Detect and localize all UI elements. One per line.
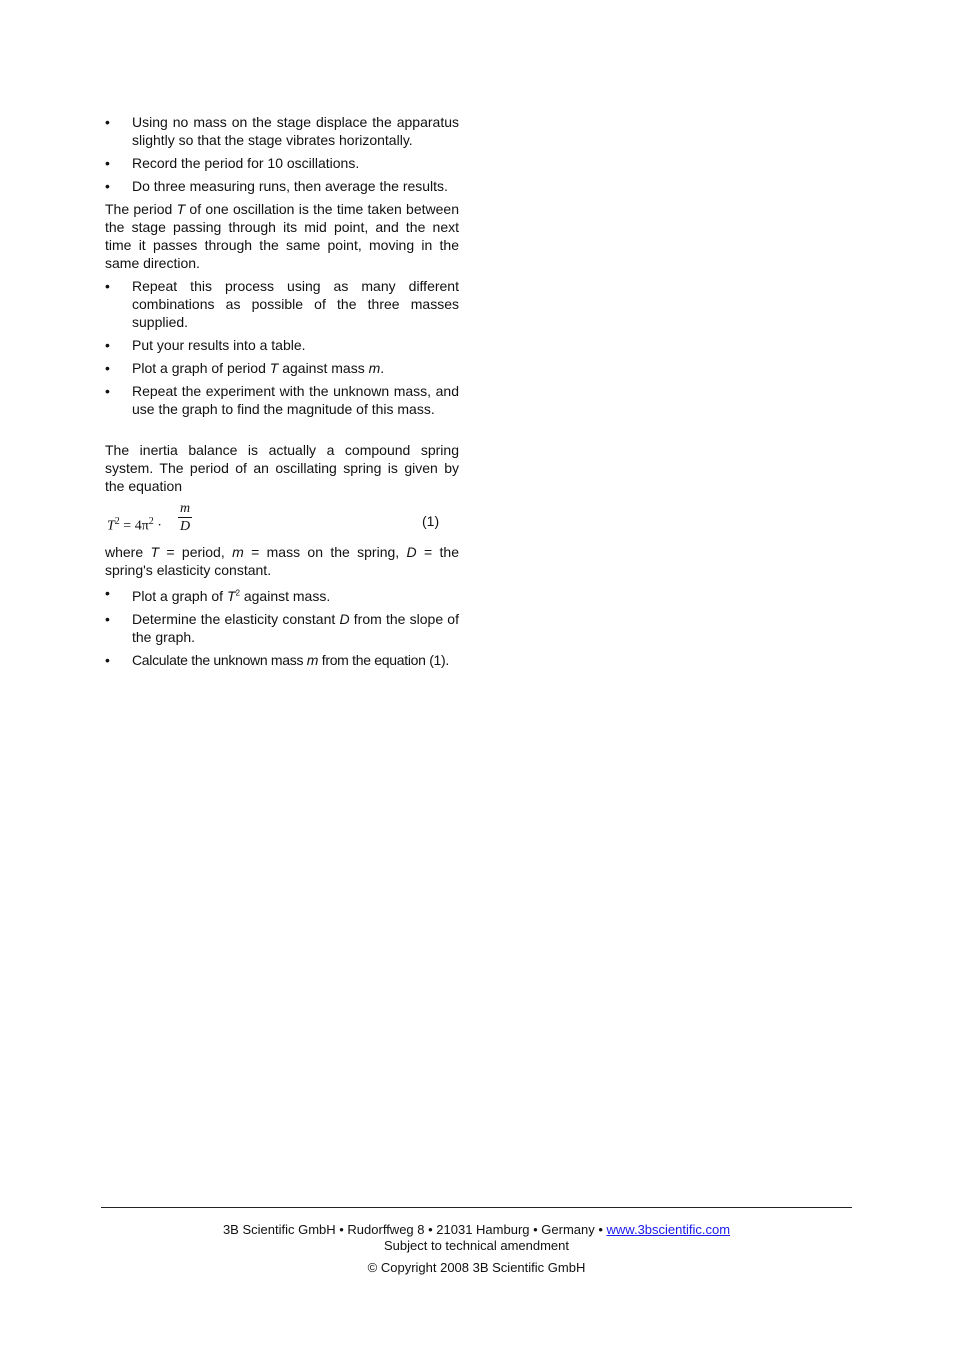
bullet-text: Plot a graph of period T against mass m.: [132, 360, 385, 376]
list-item: [105, 336, 459, 354]
list-item: [105, 277, 459, 331]
bullet-text: Determine the elasticity constant D from the slope of the graph.: [132, 610, 459, 645]
instructions-column: [105, 113, 459, 674]
list-item: [105, 584, 459, 605]
footer-amendment: Subject to technical amendment: [384, 1238, 569, 1253]
equation-lhs: $T^2 = 4\pi^2$ ·: [107, 516, 162, 534]
list-item: [105, 154, 459, 172]
where-paragraph: where T = period, m = mass on the spring, D = the spring's elasticity constant.: [105, 544, 459, 578]
bullet-text: Do three measuring runs, then average the results.: [132, 178, 448, 194]
bullet-text: Calculate the unknown mass m from the equation (1).: [132, 651, 449, 668]
bullet-icon: •: [105, 651, 110, 668]
list-item: [105, 382, 459, 418]
footer-copyright: © Copyright 2008 3B Scientific GmbH: [367, 1260, 586, 1275]
list-item: [105, 359, 459, 377]
bullet-icon: •: [105, 155, 110, 171]
equation-number: (1): [422, 513, 440, 529]
period-definition: The period T of one oscillation is the time taken between the stage passing through its mid point, and the next time it passes through the same point, moving in the same direction.: [105, 201, 459, 271]
bullet-text: Repeat the experiment with the unknown mass, and use the graph to find the magnitude of this mass.: [132, 383, 459, 417]
fraction-denominator: D: [179, 519, 191, 534]
bullet-icon: •: [105, 360, 110, 376]
footer-address: 3B Scientific GmbH • Rudorffweg 8 • 21031 Hamburg • Germany • www.3bscientific.com: [222, 1222, 731, 1237]
list-item: [105, 113, 459, 149]
list-item: [105, 610, 459, 646]
bullet-icon: •: [105, 610, 110, 627]
spring-paragraph: The inertia balance is actually a compound spring system. The period of an oscillating spring is given by the equation: [105, 442, 459, 494]
bullet-text: Put your results into a table.: [132, 337, 306, 353]
equation-fraction: [178, 500, 192, 535]
list-item: [105, 177, 459, 195]
bullet-icon: •: [105, 585, 110, 601]
bullet-text: Repeat this process using as many different combinations as possible of the three masses supplied.: [132, 278, 459, 330]
list-item: [105, 651, 459, 669]
bullet-icon: •: [105, 383, 110, 399]
website-link[interactable]: www.3bscientific.com: [606, 1222, 731, 1237]
bullet-icon: •: [105, 337, 110, 353]
bullet-text: Record the period for 10 oscillations.: [132, 155, 360, 171]
bullet-icon: •: [105, 114, 110, 130]
period-equation: [105, 500, 459, 540]
bullet-icon: •: [105, 278, 110, 294]
fraction-numerator: m: [179, 501, 191, 516]
bullet-icon: •: [105, 178, 110, 194]
footer-divider: [101, 1207, 852, 1208]
bullet-text: Using no mass on the stage displace the apparatus slightly so that the stage vibrates horizontally.: [132, 114, 459, 148]
bullet-text: Plot a graph of $T^2$ against mass.: [132, 587, 331, 604]
